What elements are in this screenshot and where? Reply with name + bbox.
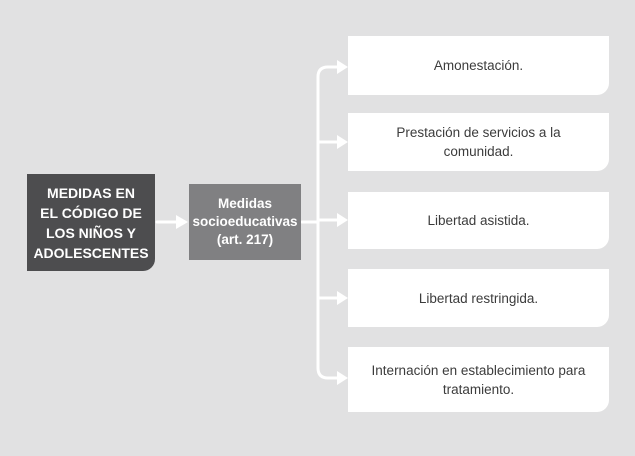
middle-node-box xyxy=(189,184,301,260)
middle-node-label: Medidas socioeducativas (art. 217) xyxy=(192,196,298,247)
root-node-box xyxy=(27,174,155,271)
leaf-label: Internación en establecimiento para tratamiento. xyxy=(371,362,586,397)
leaf-node-libertad-restringida xyxy=(348,269,609,327)
trunk-line xyxy=(318,67,338,378)
leaf-label: Libertad restringida. xyxy=(418,290,539,306)
leaf-label: Prestación de servicios a la comunidad. xyxy=(396,125,561,159)
arrowhead-leaf-2 xyxy=(337,135,348,149)
leaf-node-amonestacion xyxy=(348,36,609,95)
arrowhead-root-middle xyxy=(176,215,188,229)
leaf-node-prestacion-servicios xyxy=(348,113,609,171)
leaf-node-libertad-asistida xyxy=(348,192,609,249)
leaf-label: Amonestación. xyxy=(433,58,524,73)
arrowhead-leaf-3 xyxy=(337,213,348,227)
arrowhead-leaf-5 xyxy=(337,371,348,385)
arrowhead-leaf-4 xyxy=(337,291,348,305)
root-node-label: MEDIDAS EN EL CÓDIGO DE LOS NIÑOS Y ADOLESCENTES xyxy=(33,184,149,261)
leaf-node-internacion xyxy=(348,347,609,412)
arrowhead-leaf-1 xyxy=(337,60,348,74)
leaf-label: Libertad asistida. xyxy=(427,213,530,228)
